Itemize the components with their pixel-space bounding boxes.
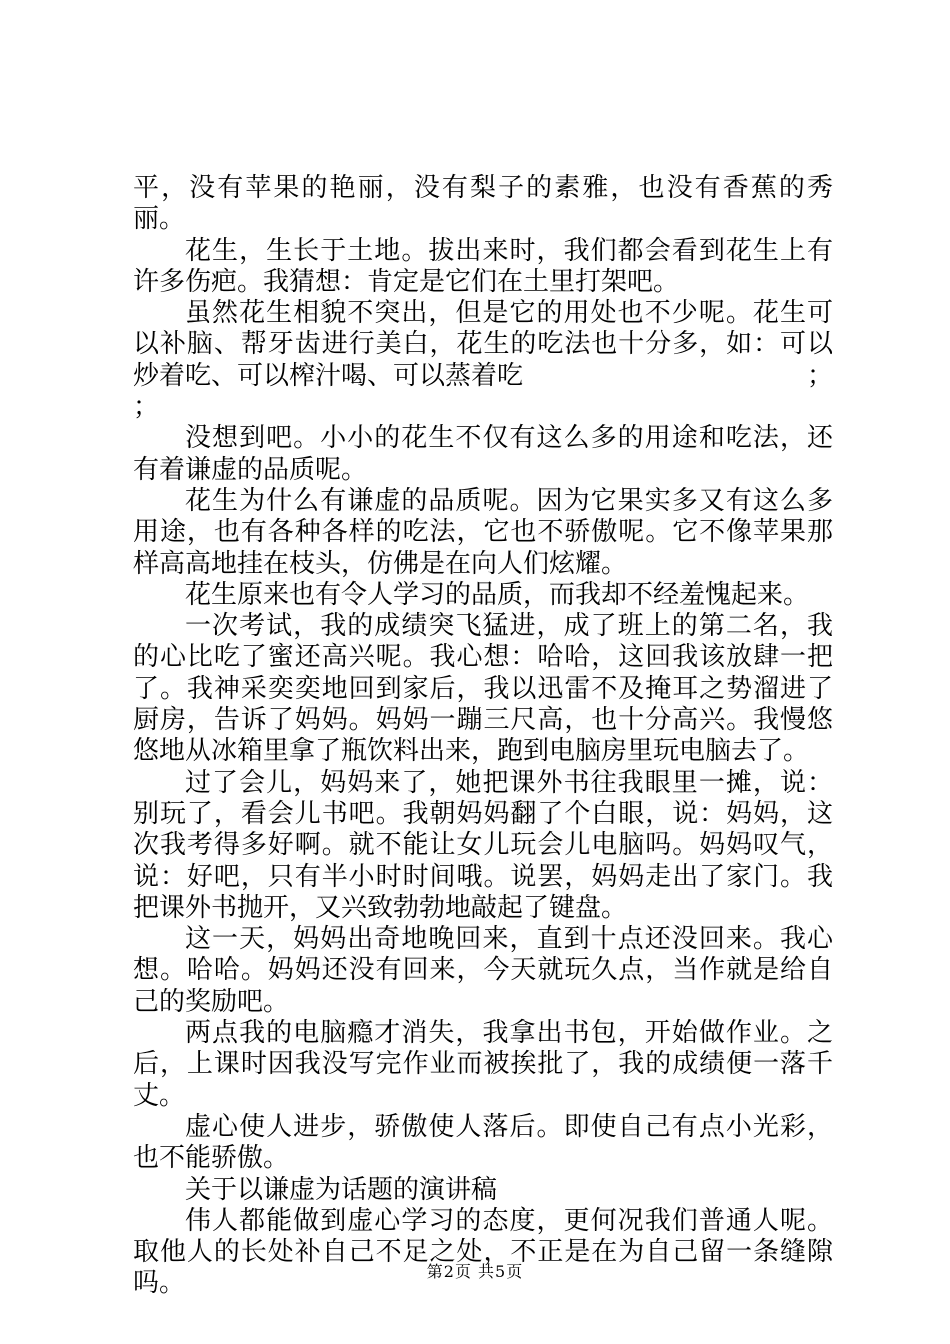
page-number-footer: 第2页 共5页: [426, 1262, 524, 1281]
paragraph-10: 两点我的电脑瘾才消失，我拿出书包，开始做作业。之后，上课时因我没写完作业而被挨批了，我的成绩便一落千丈。: [133, 1018, 833, 1111]
paragraph-2: 花生，生长于土地。拔出来时，我们都会看到花生上有许多伤疤。我猜想：肯定是它们在土里打架吧。: [133, 235, 833, 297]
document-body: [133, 173, 833, 1300]
paragraph-9: 这一天，妈妈出奇地晚回来，直到十点还没回来。我心想。哈哈。妈妈还没有回来，今天就玩久点，当作就是给自己的奖励吧。: [133, 924, 833, 1017]
paragraph-7: 一次考试，我的成绩突飞猛进，成了班上的第二名，我的心比吃了蜜还高兴呢。我心想：哈哈，这回我该放肆一把了。我神采奕奕地回到家后，我以迅雷不及掩耳之势溜进了厨房，告诉了妈妈。妈妈一蹦三尺高，也十分高兴。我慢悠悠地从冰箱里拿了瓶饮料出来，跑到电脑房里玩电脑去了。: [133, 611, 833, 767]
paragraph-11: 虚心使人进步，骄傲使人落后。即使自己有点小光彩，也不能骄傲。: [133, 1111, 833, 1174]
paragraph-8: 过了会儿，妈妈来了，她把课外书往我眼里一摊，说：别玩了，看会儿书吧。我朝妈妈翻了个白眼，说：妈妈，这次我考得多好啊。就不能让女儿玩会儿电脑吗。妈妈叹气，说：好吧，只有半小时时间哦。说罢，妈妈走出了家门。我把课外书抛开，又兴致勃勃地敲起了键盘。: [133, 767, 833, 923]
paragraph-12: 伟人都能做到虚心学习的态度，更何况我们普通人呢。取他人的长处补自己不足之处，不正是在为自己留一条缝隙吗。: [133, 1205, 833, 1299]
paragraph-3-text: 虽然花生相貌不突出，但是它的用处也不少呢。花生可以补脑、帮牙齿进行美白，花生的吃法也十分多，如：可以炒着吃、可以榨汁喝、可以蒸着吃: [133, 298, 833, 391]
paragraph-3-semicolon: ；: [133, 392, 160, 423]
paragraph-3: [133, 298, 833, 392]
paragraph-6: 花生原来也有令人学习的品质，而我却不经羞愧起来。: [185, 579, 810, 610]
paragraph-4: 没想到吧。小小的花生不仅有这么多的用途和吃法，还有着谦虚的品质呢。: [133, 423, 833, 485]
section-heading: 关于以谦虚为话题的演讲稿: [185, 1174, 498, 1205]
paragraph-5: 花生为什么有谦虚的品质呢。因为它果实多又有这么多用途，也有各种各样的吃法，它也不骄傲呢。它不像苹果那样高高地挂在枝头，仿佛是在向人们炫耀。: [133, 485, 833, 579]
paragraph-3-end: ；: [806, 360, 833, 391]
paragraph-1: 平，没有苹果的艳丽，没有梨子的素雅，也没有香蕉的秀丽。: [133, 173, 833, 235]
